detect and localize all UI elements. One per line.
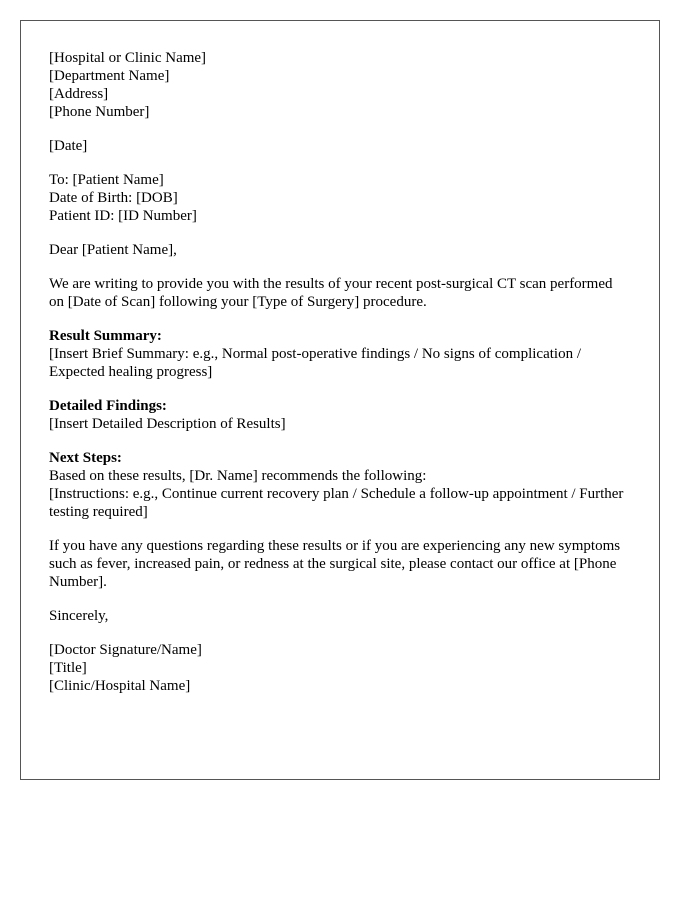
date-text: [Date]	[49, 138, 88, 154]
detailed-findings-text: [Insert Detailed Description of Results]	[49, 416, 286, 432]
intro-paragraph: We are writing to provide you with the results of your recent post-surgical CT scan performed on [Date of Scan] following your [Type of Surgery] procedure.	[49, 276, 613, 310]
department-name: [Department Name]	[49, 68, 170, 84]
letter-body	[49, 49, 629, 711]
signature-title: [Title]	[49, 660, 87, 676]
recipient-dob: Date of Birth: [DOB]	[49, 190, 178, 206]
closing: Sincerely,	[49, 608, 109, 624]
result-summary-section	[49, 327, 629, 381]
next-steps-heading: Next Steps:	[49, 450, 122, 466]
address: [Address]	[49, 86, 109, 102]
signature-clinic: [Clinic/Hospital Name]	[49, 678, 191, 694]
contact-paragraph: If you have any questions regarding these results or if you are experiencing any new symptoms such as fever, increased pain, or redness at the surgical site, please contact our office at [Phone Number].	[49, 538, 621, 590]
letterhead	[49, 49, 629, 121]
result-summary-heading: Result Summary:	[49, 328, 162, 344]
detailed-findings-heading: Detailed Findings:	[49, 398, 167, 414]
recipient-name: To: [Patient Name]	[49, 172, 164, 188]
signature-block	[49, 641, 629, 695]
next-steps-instructions: [Instructions: e.g., Continue current recovery plan / Schedule a follow-up appointment / Further testing required]	[49, 486, 624, 520]
phone-number: [Phone Number]	[49, 104, 150, 120]
letter-date	[49, 137, 629, 155]
next-steps-section	[49, 449, 629, 521]
result-summary-text: [Insert Brief Summary: e.g., Normal post-operative findings / No signs of complication / Expected healing progress]	[49, 346, 581, 380]
next-steps-recommendation: Based on these results, [Dr. Name] recommends the following:	[49, 468, 427, 484]
letter-page	[20, 20, 660, 780]
hospital-name: [Hospital or Clinic Name]	[49, 50, 207, 66]
detailed-findings-section	[49, 397, 629, 433]
signature-name: [Doctor Signature/Name]	[49, 642, 202, 658]
recipient-block	[49, 171, 629, 225]
salutation: Dear [Patient Name],	[49, 242, 177, 258]
recipient-patient-id: Patient ID: [ID Number]	[49, 208, 197, 224]
